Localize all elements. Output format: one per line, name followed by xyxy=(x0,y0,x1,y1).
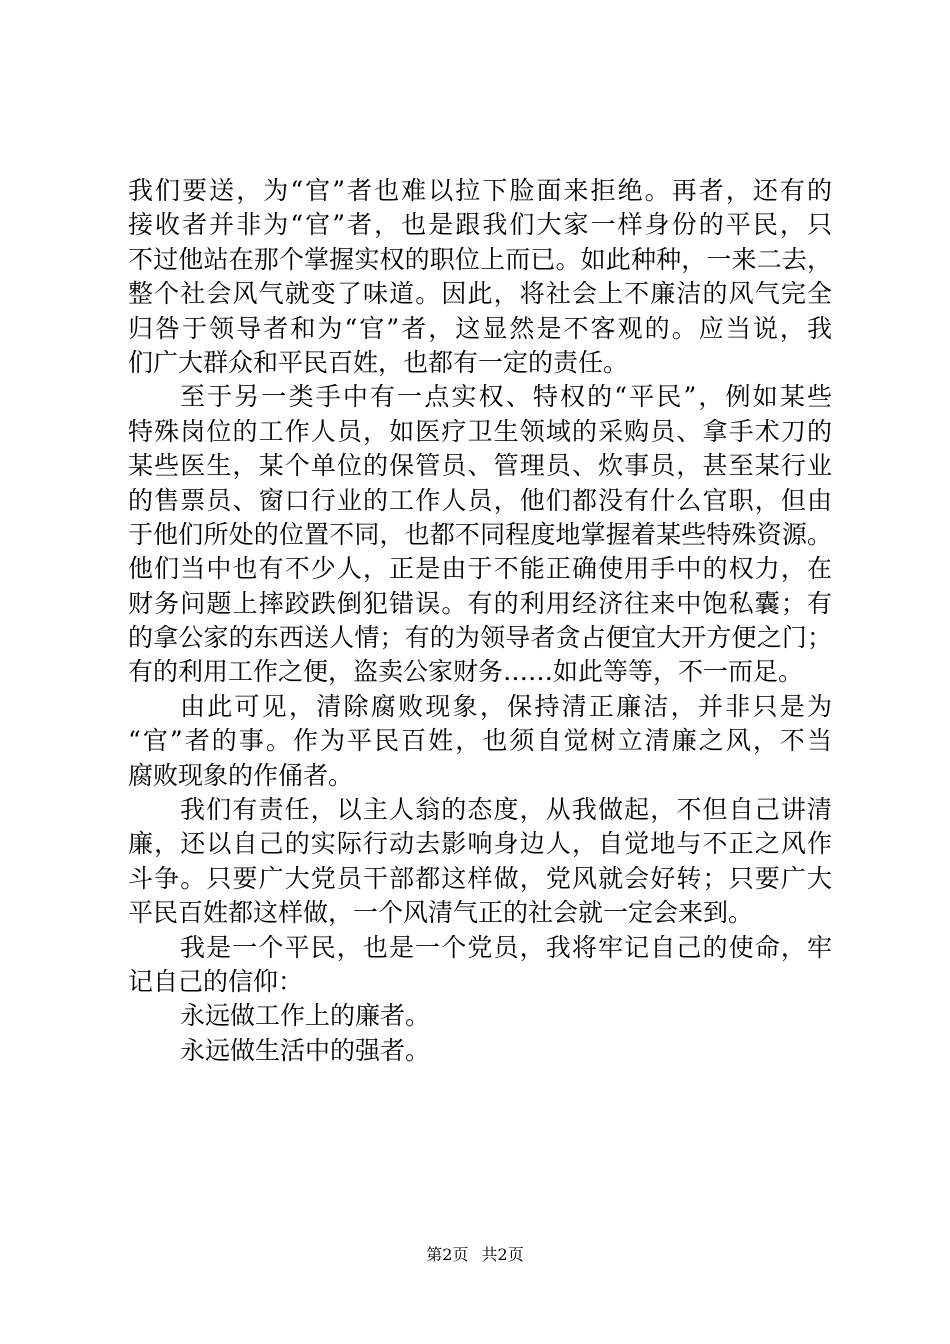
text-line: 平民百姓都这样做，一个风清气正的社会就一定会来到。 xyxy=(128,898,754,928)
text-line: 斗争。只要广大党员干部都这样做，党风就会好转；只要广大 xyxy=(128,863,832,893)
text-line: 由此可见，清除腐败现象，保持清正廉洁，并非只是为 xyxy=(180,691,832,721)
text-line: 他们当中也有不少人，正是由于不能正确使用手中的权力，在 xyxy=(128,554,832,584)
paragraph xyxy=(128,380,832,690)
paragraph xyxy=(128,1034,832,1068)
paragraph xyxy=(128,690,832,793)
text-line: 特殊岗位的工作人员，如医疗卫生领域的采购员、拿手术刀的 xyxy=(128,416,832,446)
page-footer xyxy=(0,1244,950,1266)
text-line: 我们要送，为“官”者也难以拉下脸面来拒绝。再者，还有的 xyxy=(128,176,832,205)
text-line: 于他们所处的位置不同，也都不同程度地掌握着某些特殊资源。 xyxy=(128,519,832,549)
document-body xyxy=(128,174,832,1068)
text-line: “官”者的事。作为平民百姓，也须自觉树立清廉之风，不当 xyxy=(128,726,832,756)
page-total: 共2页 xyxy=(481,1245,524,1264)
page-number: 第2页 xyxy=(426,1245,469,1264)
text-line: 永远做工作上的廉者。 xyxy=(180,1001,431,1031)
text-line: 们广大群众和平民百姓，也都有一定的责任。 xyxy=(128,347,629,377)
text-line: 整个社会风气就变了味道。因此，将社会上不廉洁的风气完全 xyxy=(128,279,832,309)
paragraph xyxy=(128,931,832,1000)
text-line: 我是一个平民，也是一个党员，我将牢记自己的使命，牢 xyxy=(180,932,832,962)
text-line: 的售票员、窗口行业的工作人员，他们都没有什么官职，但由 xyxy=(128,485,832,515)
paragraph xyxy=(128,999,832,1033)
text-line: 不过他站在那个掌握实权的职位上而已。如此种种，一来二去， xyxy=(128,244,832,274)
text-line: 某些医生，某个单位的保管员、管理员、炊事员，甚至某行业 xyxy=(128,451,832,481)
text-line: 腐败现象的作俑者。 xyxy=(128,760,354,790)
paragraph xyxy=(128,174,832,380)
paragraph xyxy=(128,793,832,931)
text-line: 财务问题上摔跤跌倒犯错误。有的利用经济往来中饱私囊；有 xyxy=(128,588,832,618)
text-line: 的拿公家的东西送人情；有的为领导者贪占便宜大开方便之门； xyxy=(128,623,832,653)
text-line: 至于另一类手中有一点实权、特权的“平民”，例如某些 xyxy=(180,382,832,412)
text-line: 我们有责任，以主人翁的态度，从我做起，不但自己讲清 xyxy=(180,795,832,825)
text-line: 归咎于领导者和为“官”者，这显然是不客观的。应当说，我 xyxy=(128,313,832,343)
text-line: 永远做生活中的强者。 xyxy=(180,1035,431,1065)
text-line: 接收者并非为“官”者，也是跟我们大家一样身份的平民，只 xyxy=(128,210,832,240)
text-line: 廉，还以自己的实际行动去影响身边人，自觉地与不正之风作 xyxy=(128,829,832,859)
text-line: 记自己的信仰： xyxy=(128,966,304,996)
text-line: 有的利用工作之便，盗卖公家财务……如此等等，不一而足。 xyxy=(128,657,804,687)
